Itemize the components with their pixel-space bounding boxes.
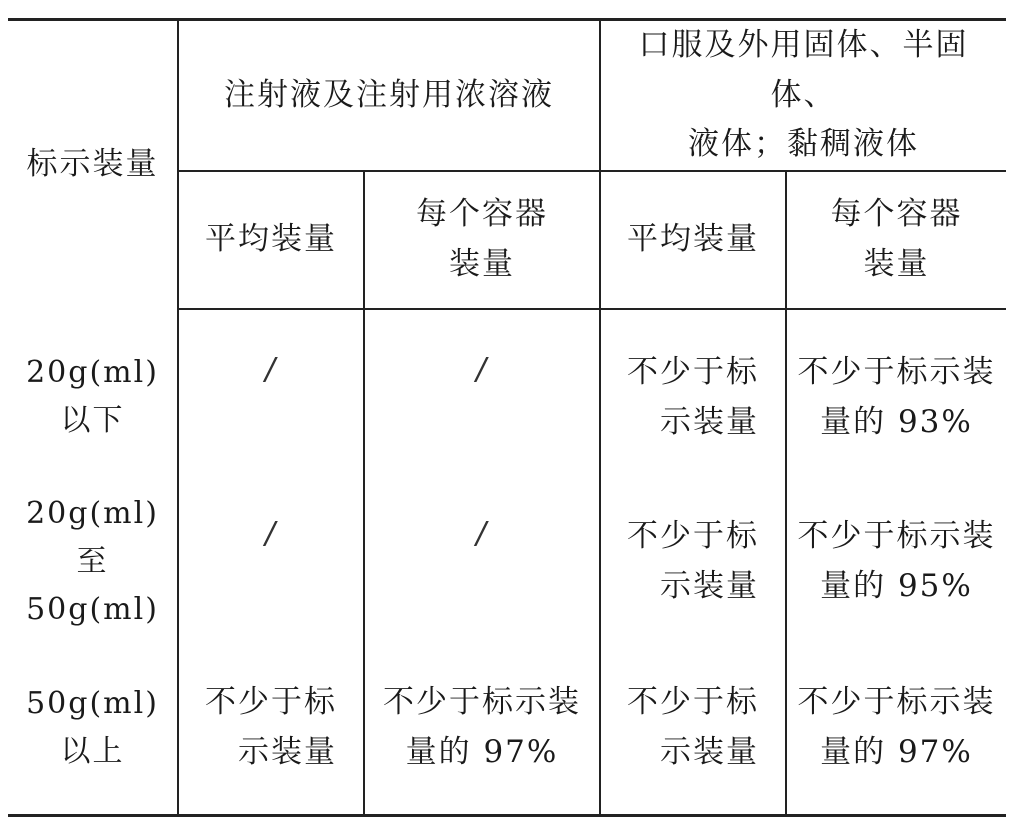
not-applicable-mark: /: [475, 351, 489, 387]
row-label: [8, 642, 178, 816]
cell-oral-average-text: [627, 678, 759, 777]
cell-line2: 示装量: [238, 733, 337, 770]
header-injection-each-line2: 装量: [449, 245, 515, 282]
header-group-injection: [178, 20, 600, 171]
table-row: [8, 482, 1006, 642]
row-label-line2: 50g(ml): [26, 591, 159, 627]
header-row-groups: [8, 20, 1006, 171]
cell-injection-each-text: [383, 678, 581, 777]
header-injection-average-text: 平均装量: [205, 220, 337, 257]
cell-injection-average: [178, 482, 364, 642]
cell-line2: 量的 95%: [820, 567, 973, 604]
table-row: [8, 309, 1006, 482]
header-injection-each-container-text: [416, 190, 548, 289]
cell-oral-average-text: [627, 348, 759, 447]
cell-injection-each: [364, 309, 600, 482]
cell-injection-each: [364, 642, 600, 816]
header-oral-each-line2: 装量: [863, 245, 930, 282]
not-applicable-mark: /: [264, 515, 278, 551]
header-group-oral-line2: 液体；黏稠液体: [688, 126, 919, 163]
header-labeled-volume: [8, 20, 178, 309]
row-label-text: [14, 490, 171, 634]
cell-line1: 不少于标: [627, 684, 759, 721]
row-label: [8, 309, 178, 482]
cell-line1: 不少于标示装: [797, 684, 996, 721]
cell-line1: 不少于标: [627, 518, 759, 555]
header-injection-each-line1: 每个容器: [416, 196, 548, 233]
row-label-line1: 50g(ml): [26, 685, 159, 721]
table-row: [8, 642, 1006, 816]
cell-line1: 不少于标示装: [383, 684, 581, 721]
table-header: [8, 20, 1006, 309]
cell-oral-each: [786, 642, 1006, 816]
cell-line1: 不少于标: [205, 684, 337, 721]
cell-oral-each-text: [798, 678, 996, 777]
cell-line2: 量的 93%: [820, 403, 973, 440]
not-applicable-mark: /: [264, 351, 278, 387]
header-oral-average: [600, 171, 786, 309]
cell-line1: 不少于标示装: [797, 354, 996, 391]
header-oral-average-text: 平均装量: [627, 220, 759, 257]
cell-line2: 示装量: [660, 567, 759, 604]
cell-oral-average: [600, 482, 786, 642]
row-label-text: [26, 349, 159, 445]
cell-injection-average-text: [205, 678, 337, 777]
header-oral-each-container: [786, 171, 1006, 309]
header-injection-average: [178, 171, 364, 309]
cell-oral-average: [600, 642, 786, 816]
cell-oral-each: [786, 309, 1006, 482]
cell-oral-each-text: [798, 512, 996, 611]
header-group-injection-text: 注射液及注射用浓溶液: [224, 76, 554, 113]
cell-oral-each: [786, 482, 1006, 642]
cell-oral-average-text: [627, 512, 759, 611]
cell-injection-average: [178, 309, 364, 482]
cell-injection-each: [364, 482, 600, 642]
header-labeled-volume-text: 标示装量: [26, 146, 159, 183]
cell-line2: 量的 97%: [820, 733, 973, 770]
header-group-oral-topical: [600, 20, 1006, 171]
fill-volume-table: [8, 18, 1006, 817]
row-label-line1: 20g(ml): [26, 355, 159, 391]
table-body: [8, 309, 1006, 816]
header-group-oral-line1: 口服及外用固体、半固体、: [638, 27, 969, 113]
row-label-line2: 以下: [60, 403, 125, 439]
header-oral-each-line1: 每个容器: [830, 196, 963, 233]
cell-injection-average: [178, 642, 364, 816]
cell-oral-each-text: [798, 348, 996, 447]
row-label-line1: 20g(ml)至: [26, 495, 159, 579]
fill-volume-table-container: [8, 18, 1006, 817]
not-applicable-mark: /: [475, 515, 489, 551]
cell-line1: 不少于标: [627, 354, 759, 391]
header-oral-each-container-text: [831, 190, 963, 289]
row-label-text: [26, 680, 159, 776]
cell-line2: 示装量: [660, 733, 759, 770]
cell-line1: 不少于标示装: [797, 518, 996, 555]
row-label-line2: 以上: [60, 733, 125, 769]
row-label: [8, 482, 178, 642]
cell-line2: 示装量: [660, 403, 759, 440]
header-group-oral-topical-text: [607, 21, 1000, 170]
cell-oral-average: [600, 309, 786, 482]
header-injection-each-container: [364, 171, 600, 309]
cell-line2: 量的 97%: [405, 733, 559, 770]
